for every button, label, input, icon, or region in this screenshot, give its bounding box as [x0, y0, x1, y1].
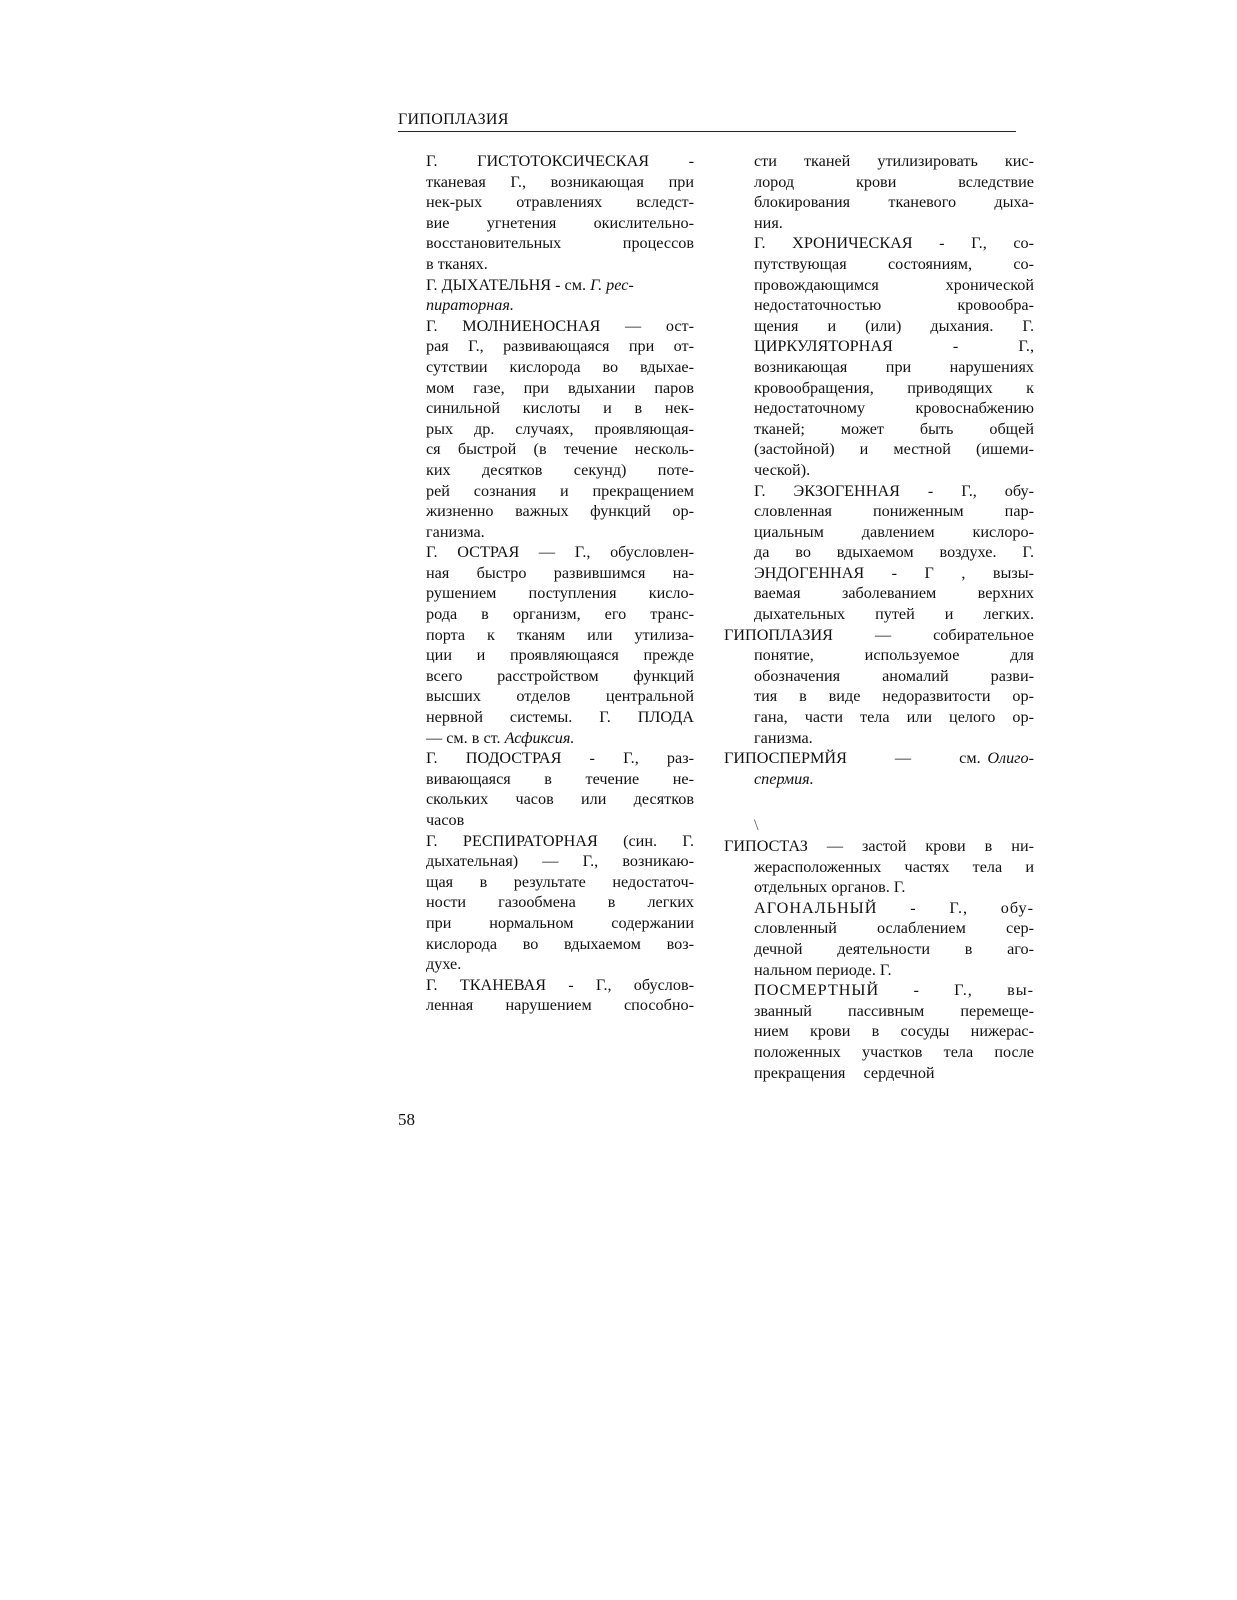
- text-line: Г. ТКАНЕВАЯ - Г., обуслов-: [426, 975, 694, 994]
- text-line: нервной системы. Г. ПЛОДА: [426, 708, 694, 727]
- text-line: ческой).: [754, 460, 811, 479]
- text-line: званный пассивным перемеще-: [754, 1001, 1034, 1020]
- text-line: недостаточному кровоснабжению: [754, 399, 1034, 418]
- text-line: ПОСМЕРТНЫЙ - Г., вы-: [754, 981, 1034, 1000]
- text-line: в тканях.: [426, 254, 488, 273]
- text-line: блокирования тканевого дыха-: [754, 193, 1034, 212]
- text-line: сутствии кислорода во вдыхае-: [426, 357, 694, 376]
- text-line: недостаточностью кровообра-: [754, 296, 1034, 315]
- text-line: скольких часов или десятков: [426, 790, 694, 809]
- cross-reference: спермия.: [754, 769, 814, 788]
- text-line: возникающая при нарушениях: [754, 357, 1034, 376]
- text-line: сти тканей утилизировать кис-: [754, 152, 1034, 170]
- text-line: ния.: [754, 213, 783, 232]
- text-line: духе.: [426, 955, 462, 974]
- text-line: словленная пониженным пар-: [754, 502, 1034, 521]
- text-line: Г. ОСТРАЯ — Г., обусловлен-: [426, 543, 694, 562]
- left-column: [426, 151, 694, 1016]
- text-line: провождающимся хронической: [754, 275, 1034, 294]
- text-line: да во вдыхаемом воздухе. Г.: [754, 543, 1034, 562]
- text-line: рей сознания и прекращением: [426, 481, 694, 500]
- text-line: часов: [426, 811, 465, 829]
- text-line: жизненно важных функций ор-: [426, 502, 694, 521]
- text-line: ности газообмена в легких: [426, 893, 694, 912]
- text-line: тканей; может быть общей: [754, 419, 1034, 438]
- text-line: щения и (или) дыхания. Г.: [754, 316, 1034, 335]
- entry-headword-line: [724, 748, 1034, 769]
- entry-headword-line: ГИПОСТАЗ — застой крови в ни-: [724, 837, 1034, 855]
- text-line: рых др. случаях, проявляющая-: [426, 419, 694, 438]
- entry-text: ГИПОСПЕРМЙЯ — см.: [724, 749, 981, 768]
- text-line: рая Г., развивающаяся при от-: [426, 337, 694, 356]
- text-line: положенных участков тела после: [754, 1042, 1034, 1061]
- text-line: словленный ослаблением сер-: [754, 919, 1034, 938]
- text-line: вивающаяся в течение не-: [426, 769, 694, 788]
- text-line: ганизма.: [754, 728, 813, 747]
- text-line: дыхательных путей и легких.: [754, 605, 1034, 624]
- text-line: рода в организм, его транс-: [426, 605, 694, 624]
- text-line: нальном периоде. Г.: [754, 960, 892, 979]
- text-line: ная быстро развившимся на-: [426, 563, 694, 582]
- text-line: [426, 275, 694, 296]
- text-line: рушением поступления кисло-: [426, 584, 694, 603]
- right-column: [724, 151, 1034, 1083]
- entry-text: Г. ДЫХАТЕЛЬНЯ - см.: [426, 275, 587, 294]
- cross-reference: Г. рес-: [590, 275, 634, 294]
- text-line: тканевая Г., возникающая при: [426, 172, 694, 191]
- text-line: всего расстройством функций: [426, 666, 694, 685]
- text-line: Г. ХРОНИЧЕСКАЯ - Г., со-: [754, 234, 1034, 253]
- text-line: жерасположенных частях тела и: [754, 857, 1034, 876]
- text-line: ленная нарушением способно-: [426, 996, 694, 1015]
- text-line: Г. МОЛНИЕНОСНАЯ — ост-: [426, 316, 694, 335]
- text-line: кровообращения, приводящих к: [754, 378, 1034, 397]
- text-line: дечной деятельности в аго-: [754, 939, 1034, 958]
- text-line: циальным давлением кислоро-: [754, 522, 1034, 541]
- entry-text: — см. в ст.: [426, 728, 501, 747]
- text-line: ЦИРКУЛЯТОРНАЯ - Г.,: [754, 337, 1034, 356]
- text-line: вие угнетения окислительно-: [426, 213, 694, 232]
- text-line: ции и проявляющаяся прежде: [426, 646, 694, 665]
- text-line: путствующая состояниям, со-: [754, 254, 1034, 273]
- text-line: отдельных органов. Г.: [754, 878, 906, 897]
- text-line: ваемая заболеванием верхних: [754, 584, 1034, 603]
- text-line: (застойной) и местной (ишеми-: [754, 440, 1034, 459]
- text-line: порта к тканям или утилиза-: [426, 625, 694, 644]
- cross-reference: Олиго-: [987, 749, 1034, 768]
- text-line: ких десятков секунд) поте-: [426, 460, 694, 479]
- stray-mark: \: [754, 816, 759, 835]
- text-line: Г. ПОДОСТРАЯ - Г., раз-: [426, 749, 694, 768]
- text-line: ЭНДОГЕННАЯ - Г , вызы-: [754, 563, 1034, 582]
- text-line: обозначения аномалий разви-: [754, 666, 1034, 685]
- text-line: ся быстрой (в течение несколь-: [426, 440, 694, 459]
- text-line: прекращения сердечной: [754, 1063, 935, 1082]
- cross-reference: Асфиксия.: [504, 728, 575, 747]
- text-line: высших отделов центральной: [426, 687, 694, 706]
- text-line: Г. ГИСТОТОКСИЧЕСКАЯ -: [426, 152, 694, 170]
- text-line: при нормальном содержании: [426, 913, 694, 932]
- text-line: синильной кислоты и в нек-: [426, 399, 694, 418]
- text-line: ганизма.: [426, 522, 485, 541]
- text-line: нием крови в сосуды нижерас-: [754, 1022, 1034, 1041]
- entry-headword-line: ГИПОПЛАЗИЯ — собирательное: [724, 625, 1034, 644]
- text-line: АГОНАЛЬНЫЙ - Г., обу-: [754, 898, 1034, 917]
- text-line: кислорода во вдыхаемом воз-: [426, 934, 694, 953]
- text-line: нек-рых отравлениях вследст-: [426, 193, 694, 212]
- text-line: восстановительных процессов: [426, 234, 694, 253]
- text-line: гана, части тела или целого ор-: [754, 708, 1034, 727]
- text-line: тия в виде недоразвитости ор-: [754, 687, 1034, 706]
- text-line: Г. ЭКЗОГЕННАЯ - Г., обу-: [754, 481, 1034, 500]
- running-head: ГИПОПЛАЗИЯ: [398, 111, 1016, 132]
- text-line: лород крови вследствие: [754, 172, 1034, 191]
- text-line: [426, 728, 694, 749]
- text-line: щая в результате недостаточ-: [426, 872, 694, 891]
- text-line: понятие, используемое для: [754, 646, 1034, 665]
- text-line: дыхательная) — Г., возникаю-: [426, 852, 694, 871]
- cross-reference: пираторная.: [426, 296, 514, 315]
- page-number: 58: [398, 1110, 415, 1129]
- text-line: Г. РЕСПИРАТОРНАЯ (син. Г.: [426, 831, 694, 850]
- text-line: мом газе, при вдыхании паров: [426, 378, 694, 397]
